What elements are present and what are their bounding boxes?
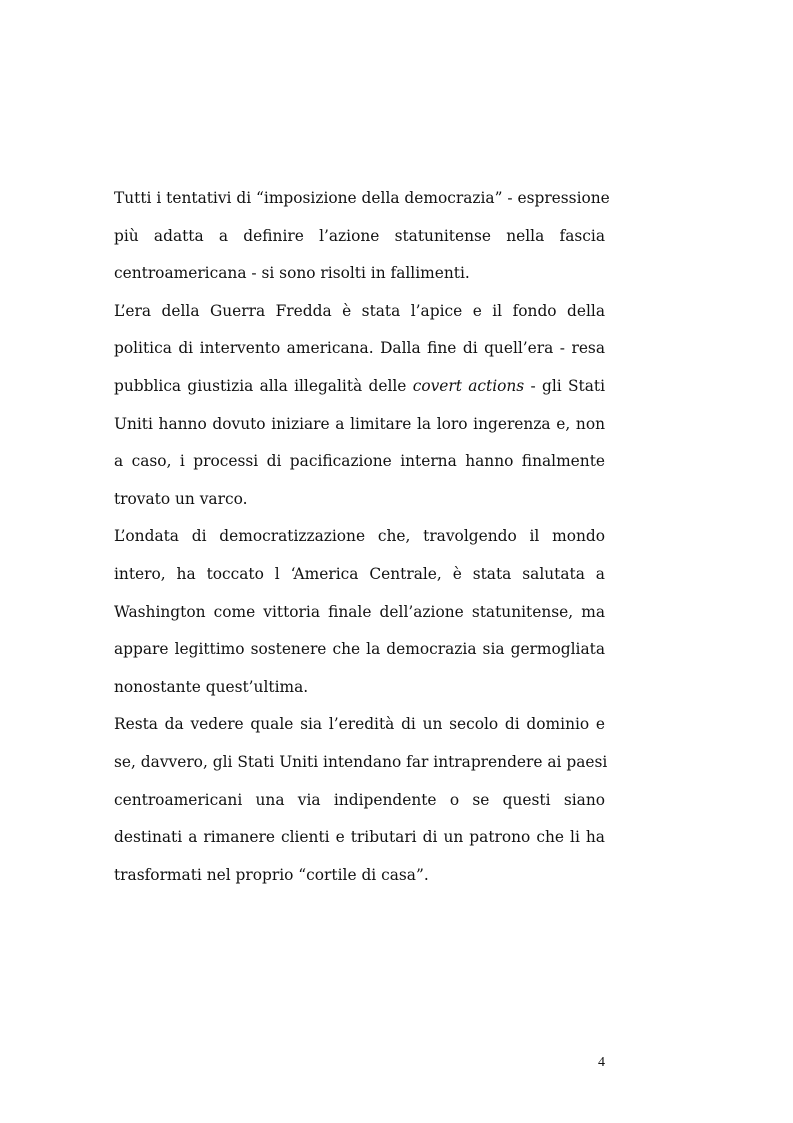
- text-line: centroamericani una via indipendente o se questi siano: [114, 790, 605, 809]
- text-line: a caso, i processi di pacificazione interna hanno finalmente: [114, 452, 605, 471]
- text-segment: pubblica giustizia alla illegalità delle: [114, 376, 413, 395]
- body-text: [114, 183, 610, 897]
- text-line: appare legittimo sostenere che la democrazia sia germogliata: [114, 640, 605, 659]
- text-line: Washington come vittoria finale dell’azione statunitense, ma: [114, 602, 605, 621]
- text-line: centroamericana - si sono risolti in fallimenti.: [114, 264, 470, 283]
- text-line: Tutti i tentativi di “imposizione della democrazia” - espressione: [114, 189, 610, 207]
- text-segment: - gli Stati: [524, 376, 606, 395]
- italic-term: covert actions: [412, 376, 525, 395]
- text-line: Uniti hanno dovuto iniziare a limitare la loro ingerenza e, non: [114, 414, 605, 433]
- text-line: L’era della Guerra Fredda è stata l’apice e il fondo della: [114, 301, 605, 320]
- text-line: destinati a rimanere clienti e tributari di un patrono che li ha: [114, 828, 605, 847]
- text-line: trasformati nel proprio “cortile di casa”.: [114, 865, 429, 884]
- paragraph-1: [114, 183, 610, 296]
- text-line: politica di intervento americana. Dalla fine di quell’era - resa: [114, 339, 605, 358]
- text-line: L’ondata di democratizzazione che, travolgendo il mondo: [114, 527, 605, 546]
- text-line: intero, ha toccato l ‘America Centrale, è stata salutata a: [114, 564, 605, 583]
- text-line: se, davvero, gli Stati Uniti intendano far intraprendere ai paesi: [114, 752, 608, 771]
- page-number: 4: [598, 1055, 605, 1070]
- paragraph-2: [114, 296, 605, 522]
- text-line: [114, 371, 605, 409]
- text-line: più adatta a definire l’azione statunitense nella fascia: [114, 226, 605, 245]
- paragraph-3: [114, 521, 605, 709]
- paragraph-4: [114, 709, 608, 897]
- text-line: trovato un varco.: [114, 489, 248, 508]
- text-line: Resta da vedere quale sia l’eredità di un secolo di dominio e: [114, 715, 605, 734]
- text-line: nonostante quest’ultima.: [114, 677, 309, 696]
